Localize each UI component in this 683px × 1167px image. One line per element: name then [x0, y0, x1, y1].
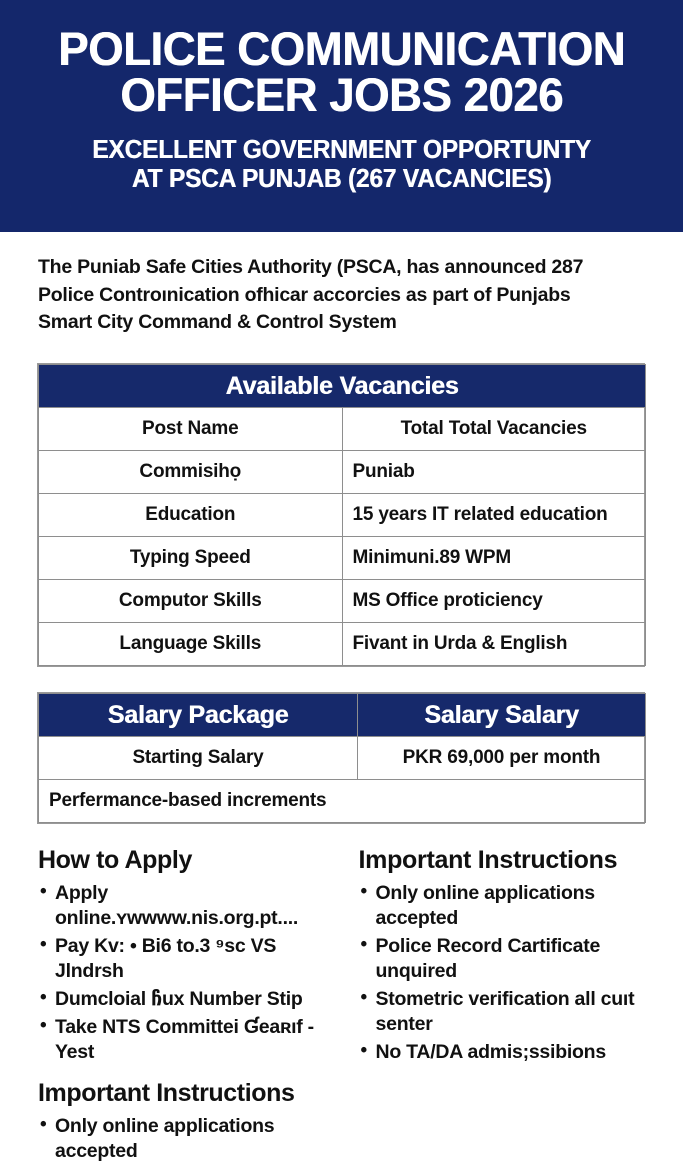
poster-subtitle	[31, 136, 652, 193]
list-item: • Pay Kv: • Bi6 to.3 ⁹sc VS Jlndrsh	[38, 934, 345, 984]
row-value-computer-skills: MS Office proticiency	[342, 580, 646, 623]
intro-line-1: The Puniab Safe Cities Authority (PSCA, has announced 287	[38, 256, 584, 278]
table-column-header-row	[39, 408, 646, 451]
how-to-apply-heading: How to Apply	[38, 846, 192, 875]
poster-subtitle-line-2: AT PSCA PUNJAB (267 VACANCIES)	[131, 164, 552, 193]
list-item: • Take NTS Committei Ɠeaʀıf -Yest	[38, 1015, 345, 1065]
starting-salary-value: PKR 69,000 per month	[358, 737, 646, 780]
salary-header-row	[39, 694, 646, 737]
row-value-commission: Puniab	[342, 451, 646, 494]
list-item: • Only online applications accepted	[38, 1114, 345, 1164]
column-header-post-name: Post Name	[39, 408, 343, 451]
right-important-instructions-heading: Important Instructions	[358, 846, 618, 875]
available-vacancies-table-container	[37, 363, 645, 667]
list-item: • Police Record Cartificate unquired	[359, 934, 666, 984]
list-item: • Apply online.ʏwwww.nis.org.pt....	[38, 881, 345, 931]
available-vacancies-table	[38, 364, 646, 666]
poster-title-line-2: OFFICER JOBS 2026	[120, 68, 563, 122]
row-value-education: 15 years IT related education	[342, 494, 646, 537]
left-important-instructions-heading: Important Instructions	[38, 1078, 295, 1107]
salary-table-container	[37, 692, 645, 824]
table-row	[39, 494, 646, 537]
list-item: • Only online applications accepted	[359, 881, 666, 931]
row-label-education: Education	[39, 494, 343, 537]
table-row	[39, 537, 646, 580]
row-label-language-skills: Language Skills	[39, 623, 343, 666]
intro-paragraph	[38, 254, 651, 337]
intro-line-3: Smart City Command & Control System	[38, 311, 397, 334]
intro-line-2: Police Controınication ofhicar accorcies as part of Punjabs	[38, 283, 571, 306]
list-item: • Stometric verification all cuıt senter	[359, 987, 666, 1037]
table-header-row	[39, 365, 646, 408]
available-vacancies-heading: Available Vacancies	[39, 365, 646, 408]
row-label-computer-skills: Computor Skills	[39, 580, 343, 623]
row-label-commission: Commisihọ	[39, 451, 343, 494]
row-value-language-skills: Fivant in Urda & English	[342, 623, 646, 666]
table-row	[39, 780, 646, 823]
bottom-columns-section	[38, 846, 665, 1167]
salary-package-heading: Salary Package	[39, 694, 358, 737]
important-instructions-column	[359, 846, 666, 1167]
left-important-instructions-list	[38, 1114, 345, 1164]
poster-header-banner	[0, 0, 683, 232]
how-to-apply-column	[38, 846, 345, 1167]
salary-salary-heading: Salary Salary	[358, 694, 646, 737]
column-header-total-vacancies: Total Total Vacancies	[342, 408, 646, 451]
row-label-typing-speed: Typing Speed	[39, 537, 343, 580]
poster-title	[28, 22, 656, 122]
starting-salary-label: Starting Salary	[39, 737, 358, 780]
salary-table	[38, 693, 646, 823]
table-row	[39, 737, 646, 780]
right-important-instructions-list	[359, 881, 666, 1065]
list-item: • Dumcloial ჩux Number Stip	[38, 987, 345, 1012]
poster-title-line-1: POLICE COMMUNICATION	[58, 22, 625, 75]
list-item: • No TA/DA admis;ssibions	[359, 1040, 666, 1065]
table-row	[39, 623, 646, 666]
how-to-apply-list	[38, 881, 345, 1065]
performance-increments-note: Perfermance-based increments	[39, 780, 646, 823]
table-row	[39, 580, 646, 623]
table-row	[39, 451, 646, 494]
row-value-typing-speed: Minimuni.89 WPM	[342, 537, 646, 580]
poster-subtitle-line-1: EXCELLENT GOVERNMENT OPPORTUNTY	[92, 136, 591, 165]
